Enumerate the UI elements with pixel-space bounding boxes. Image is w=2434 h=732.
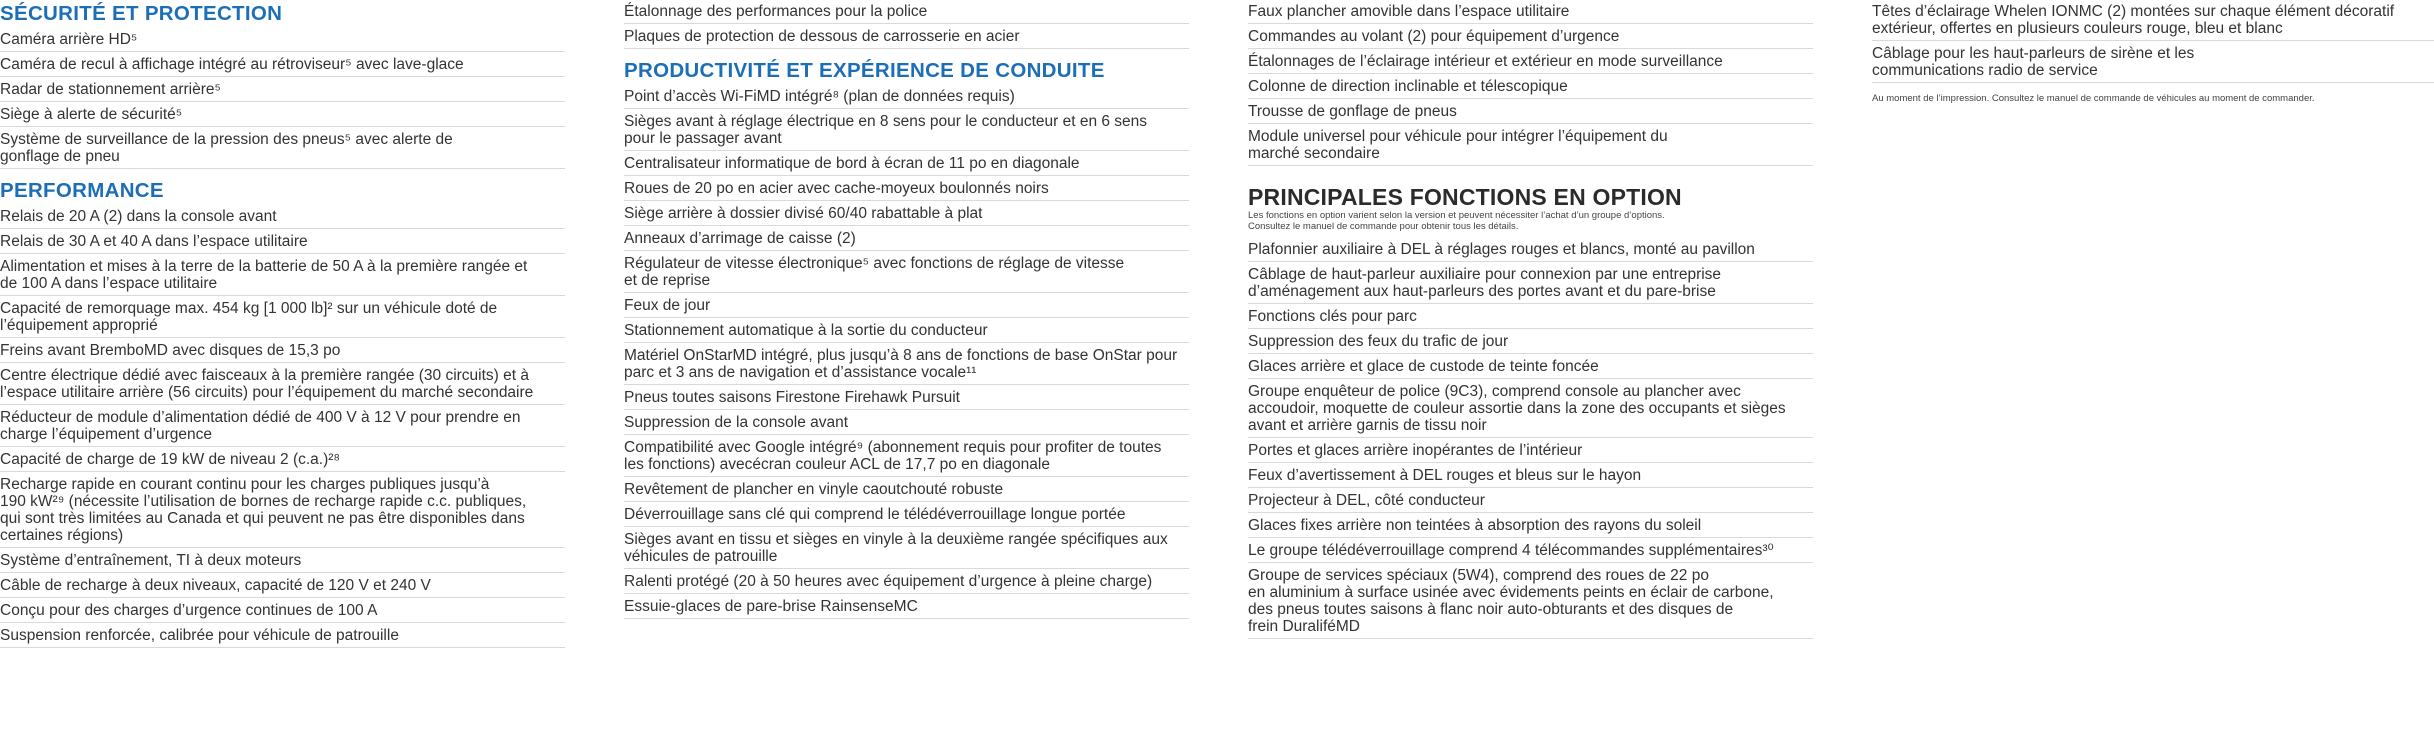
options-list-continued <box>1872 0 2434 83</box>
list-item: Système d’entraînement, TI à deux moteurs <box>0 548 565 573</box>
footnote: Au moment de l’impression. Consultez le manuel de commande de véhicules au moment de commander. <box>1872 93 2315 104</box>
list-item: Capacité de charge de 19 kW de niveau 2 (c.a.)²⁸ <box>0 447 565 472</box>
list-item: Suppression des feux du trafic de jour <box>1248 329 1813 354</box>
list-item: Étalonnage des performances pour la police <box>624 0 1189 24</box>
list-item: Roues de 20 po en acier avec cache-moyeux boulonnés noirs <box>624 176 1189 201</box>
list-item: Centre électrique dédié avec faisceaux à la première rangée (30 circuits) et à l’espace utilitaire arrière (56 circuits) pour l’équipement du marché secondaire <box>0 363 565 405</box>
list-item: Glaces arrière et glace de custode de teinte foncée <box>1248 354 1813 379</box>
list-item: Portes et glaces arrière inopérantes de l’intérieur <box>1248 438 1813 463</box>
column-1 <box>0 0 565 656</box>
list-item: Pneus toutes saisons Firestone Firehawk Pursuit <box>624 385 1189 410</box>
list-item: Centralisateur informatique de bord à écran de 11 po en diagonale <box>624 151 1189 176</box>
list-item: Caméra de recul à affichage intégré au rétroviseur⁵ avec lave-glace <box>0 52 565 77</box>
list-item: Siège arrière à dossier divisé 60/40 rabattable à plat <box>624 201 1189 226</box>
performance-list-continued <box>624 0 1189 49</box>
section-title-options: PRINCIPALES FONCTIONS EN OPTION <box>1248 184 1682 210</box>
column-4 <box>1872 0 2434 105</box>
list-item: Recharge rapide en courant continu pour les charges publiques jusqu’à 190 kW²⁹ (nécessite l’utilisation de bornes de recharge rapide c.c. publiques, qui sont très limitées au Canada et qui peuvent ne pas être disponibles dans certaines régions) <box>0 472 565 548</box>
list-item: Radar de stationnement arrière⁵ <box>0 77 565 102</box>
list-item: Câblage de haut-parleur auxiliaire pour connexion par une entreprise d’aménagement aux haut-parleurs des portes avant et du pare-brise <box>1248 262 1813 304</box>
list-item: Point d’accès Wi-FiMD intégré⁸ (plan de données requis) <box>624 85 1189 109</box>
productivity-list <box>624 85 1189 619</box>
list-item: Sièges avant à réglage électrique en 8 sens pour le conducteur et en 6 sens pour le passager avant <box>624 109 1189 151</box>
list-item: Anneaux d’arrimage de caisse (2) <box>624 226 1189 251</box>
list-item: Réducteur de module d’alimentation dédié de 400 V à 12 V pour prendre en charge l’équipement d’urgence <box>0 405 565 447</box>
list-item: Capacité de remorquage max. 454 kg [1 000 lb]² sur un véhicule doté de l’équipement approprié <box>0 296 565 338</box>
list-item: Groupe de services spéciaux (5W4), comprend des roues de 22 po en aluminium à surface usinée avec évidements peints en éclair de carbone, des pneus toutes saisons à flanc noir auto-obturants et des disques de frein DuraliféMD <box>1248 563 1813 639</box>
list-item: Commandes au volant (2) pour équipement d’urgence <box>1248 24 1813 49</box>
section-title-security: SÉCURITÉ ET PROTECTION <box>0 2 283 25</box>
list-item: Régulateur de vitesse électronique⁵ avec fonctions de réglage de vitesse et de reprise <box>624 251 1189 293</box>
list-item: Déverrouillage sans clé qui comprend le télédéverrouillage longue portée <box>624 502 1189 527</box>
list-item: Essuie-glaces de pare-brise RainsenseMC <box>624 594 1189 619</box>
list-item: Groupe enquêteur de police (9C3), comprend console au plancher avec accoudoir, moquette de couleur assortie dans la zone des occupants et sièges avant et arrière garnis de tissu noir <box>1248 379 1813 438</box>
list-item: Conçu pour des charges d’urgence continues de 100 A <box>0 598 565 623</box>
list-item: Plaques de protection de dessous de carrosserie en acier <box>624 24 1189 49</box>
list-item: Stationnement automatique à la sortie du conducteur <box>624 318 1189 343</box>
list-item: Fonctions clés pour parc <box>1248 304 1813 329</box>
list-item: Projecteur à DEL, côté conducteur <box>1248 488 1813 513</box>
productivity-list-continued <box>1248 0 1813 166</box>
section-title-performance: PERFORMANCE <box>0 179 164 202</box>
options-subtitle-line-1: Les fonctions en option varient selon la version et peuvent nécessiter l’achat d’un groupe d’options. <box>1248 210 1665 221</box>
list-item: Câble de recharge à deux niveaux, capacité de 120 V et 240 V <box>0 573 565 598</box>
list-item: Relais de 30 A et 40 A dans l’espace utilitaire <box>0 229 565 254</box>
list-item: Sièges avant en tissu et sièges en vinyle à la deuxième rangée spécifiques aux véhicules de patrouille <box>624 527 1189 569</box>
list-item: Module universel pour véhicule pour intégrer l’équipement du marché secondaire <box>1248 124 1813 166</box>
list-item: Alimentation et mises à la terre de la batterie de 50 A à la première rangée et de 100 A dans l’espace utilitaire <box>0 254 565 296</box>
list-item: Colonne de direction inclinable et télescopique <box>1248 74 1813 99</box>
column-3 <box>1248 0 1813 647</box>
performance-list <box>0 205 565 648</box>
list-item: Système de surveillance de la pression des pneus⁵ avec alerte de gonflage de pneu <box>0 127 565 169</box>
list-item: Têtes d’éclairage Whelen IONMC (2) montées sur chaque élément décoratif extérieur, offertes en plusieurs couleurs rouge, bleu et blanc <box>1872 0 2434 41</box>
options-subtitle <box>1248 210 1813 232</box>
list-item: Ralenti protégé (20 à 50 heures avec équipement d’urgence à pleine charge) <box>624 569 1189 594</box>
list-item: Feux d’avertissement à DEL rouges et bleus sur le hayon <box>1248 463 1813 488</box>
list-item: Trousse de gonflage de pneus <box>1248 99 1813 124</box>
list-item: Plafonnier auxiliaire à DEL à réglages rouges et blancs, monté au pavillon <box>1248 238 1813 262</box>
list-item: Caméra arrière HD⁵ <box>0 28 565 52</box>
list-item: Revêtement de plancher en vinyle caoutchouté robuste <box>624 477 1189 502</box>
list-item: Matériel OnStarMD intégré, plus jusqu’à 8 ans de fonctions de base OnStar pour parc et 3 ans de navigation et d’assistance vocale¹¹ <box>624 343 1189 385</box>
list-item: Suppression de la console avant <box>624 410 1189 435</box>
options-subtitle-line-2: Consultez le manuel de commande pour obtenir tous les détails. <box>1248 221 1519 232</box>
options-list <box>1248 238 1813 639</box>
list-item: Siège à alerte de sécurité⁵ <box>0 102 565 127</box>
list-item: Relais de 20 A (2) dans la console avant <box>0 205 565 229</box>
list-item: Câblage pour les haut-parleurs de sirène et les communications radio de service <box>1872 41 2434 83</box>
list-item: Suspension renforcée, calibrée pour véhicule de patrouille <box>0 623 565 648</box>
list-item: Freins avant BremboMD avec disques de 15,3 po <box>0 338 565 363</box>
section-title-productivity: PRODUCTIVITÉ ET EXPÉRIENCE DE CONDUITE <box>624 59 1105 82</box>
column-2 <box>624 0 1189 627</box>
list-item: Feux de jour <box>624 293 1189 318</box>
list-item: Compatibilité avec Google intégré⁹ (abonnement requis pour profiter de toutes les fonctions) avecécran couleur ACL de 17,7 po en diagonale <box>624 435 1189 477</box>
security-list <box>0 28 565 169</box>
list-item: Faux plancher amovible dans l’espace utilitaire <box>1248 0 1813 24</box>
list-item: Glaces fixes arrière non teintées à absorption des rayons du soleil <box>1248 513 1813 538</box>
list-item: Le groupe télédéverrouillage comprend 4 télécommandes supplémentaires³⁰ <box>1248 538 1813 563</box>
list-item: Étalonnages de l’éclairage intérieur et extérieur en mode surveillance <box>1248 49 1813 74</box>
